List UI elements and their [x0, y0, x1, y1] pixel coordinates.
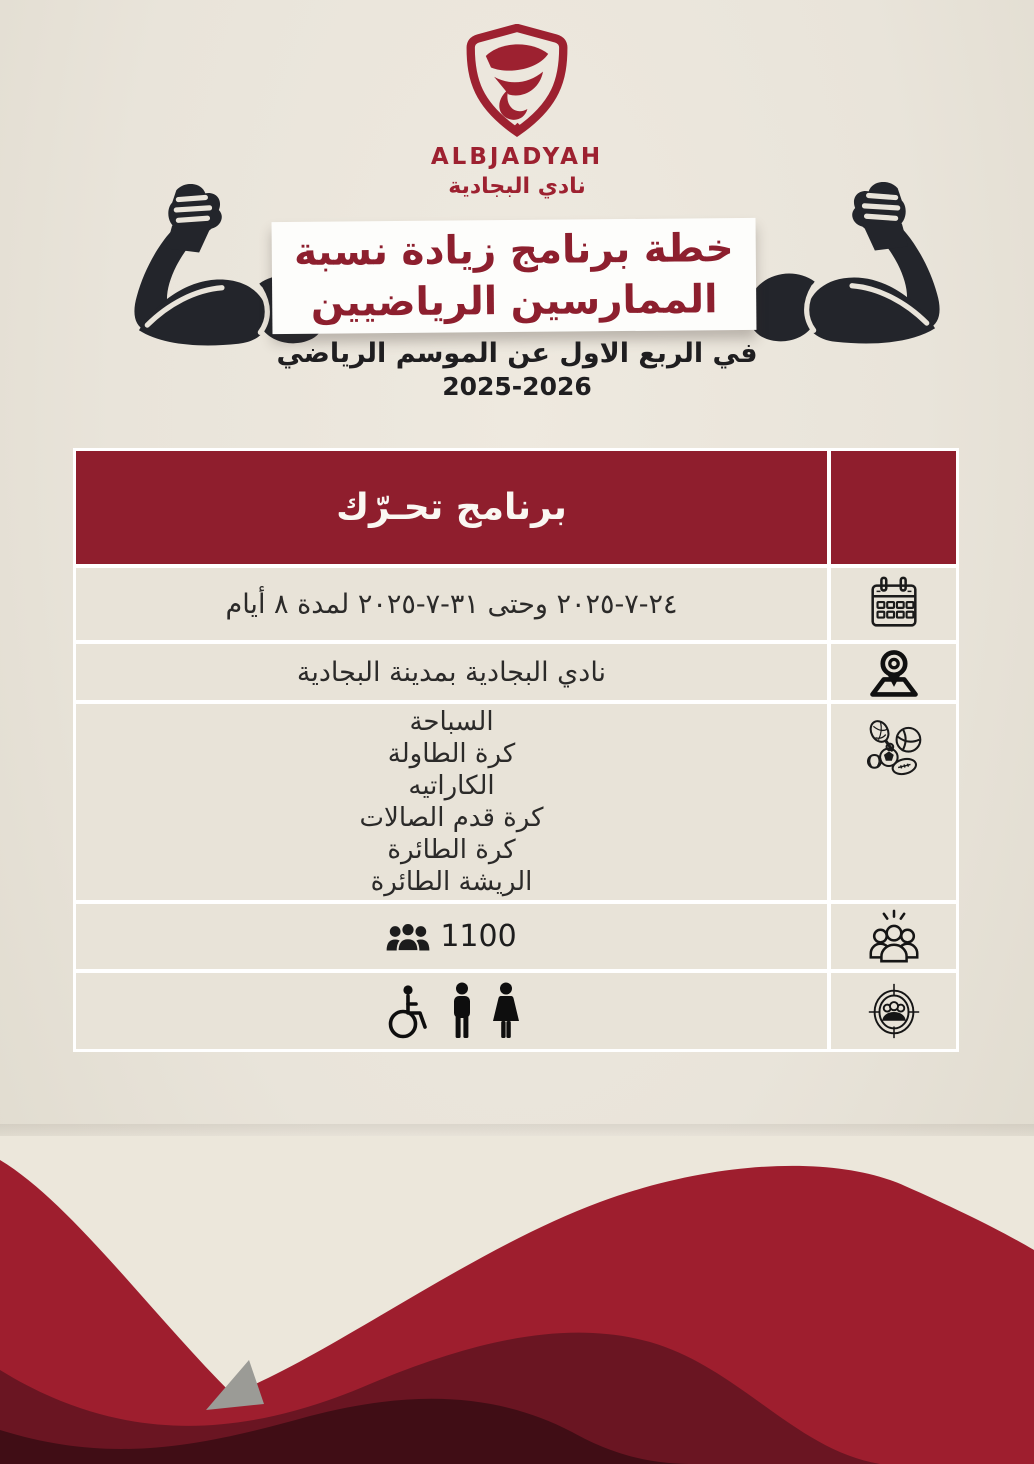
club-name-arabic: نادي البجادية — [448, 174, 586, 199]
poster-title-line1: خطة برنامج زيادة نسبة — [293, 226, 734, 275]
sport-item: الريشة الطائرة — [370, 867, 533, 897]
participants-icon-cell — [831, 904, 956, 969]
footer-waves — [0, 1132, 1034, 1464]
female-icon — [491, 982, 521, 1040]
table-row-location — [76, 644, 827, 700]
sport-item: كرة الطاولة — [387, 739, 516, 769]
audience-icon-cell — [831, 973, 956, 1049]
poster-title-line2: الممارسين الرياضيين — [310, 277, 718, 326]
sport-item: السباحة — [409, 707, 494, 737]
male-icon — [449, 982, 475, 1040]
table-row-participants — [76, 904, 827, 969]
club-wordmark: ALBJADYAH — [430, 144, 604, 170]
location-icon-cell — [831, 644, 956, 700]
sports-icon-cell — [831, 704, 956, 900]
audience-symbols — [383, 982, 521, 1040]
sport-item: كرة قدم الصالات — [359, 803, 544, 833]
club-shield-icon — [465, 24, 569, 140]
wheelchair-icon — [383, 984, 433, 1040]
program-name: برنامج تحـرّك — [336, 487, 567, 528]
participants-number: 1100 — [440, 919, 517, 954]
title-banner — [272, 218, 757, 334]
location-icon — [864, 644, 924, 700]
program-table — [73, 448, 959, 1052]
dates-icon-cell — [831, 568, 956, 640]
season-years: 2025-2026 — [442, 372, 592, 401]
table-header-icon-cell — [831, 451, 956, 564]
dates-text: ٢٤-٧-٢٠٢٥ وحتى ٣١-٧-٢٠٢٥ لمدة ٨ أيام — [225, 588, 678, 620]
sport-item: كرة الطائرة — [387, 835, 516, 865]
calendar-icon — [863, 573, 925, 635]
table-row-audience — [76, 973, 827, 1049]
sport-item: الكاراتيه — [408, 771, 495, 801]
table-header-cell — [76, 451, 827, 564]
table-row-dates — [76, 568, 827, 640]
participants-icon — [863, 907, 925, 967]
people-group-icon — [386, 922, 430, 952]
poster-subtitle: في الربع الاول عن الموسم الرياضي — [276, 338, 758, 369]
target-audience-icon — [863, 980, 925, 1042]
club-logo — [0, 24, 1034, 199]
participants-count — [386, 919, 516, 954]
poster-title — [294, 223, 734, 329]
location-text: نادي البجادية بمدينة البجادية — [296, 656, 607, 688]
sports-list — [360, 706, 544, 898]
sports-icon — [861, 718, 927, 780]
flexed-arm-right-icon — [740, 182, 962, 348]
table-row-sports — [76, 704, 827, 900]
